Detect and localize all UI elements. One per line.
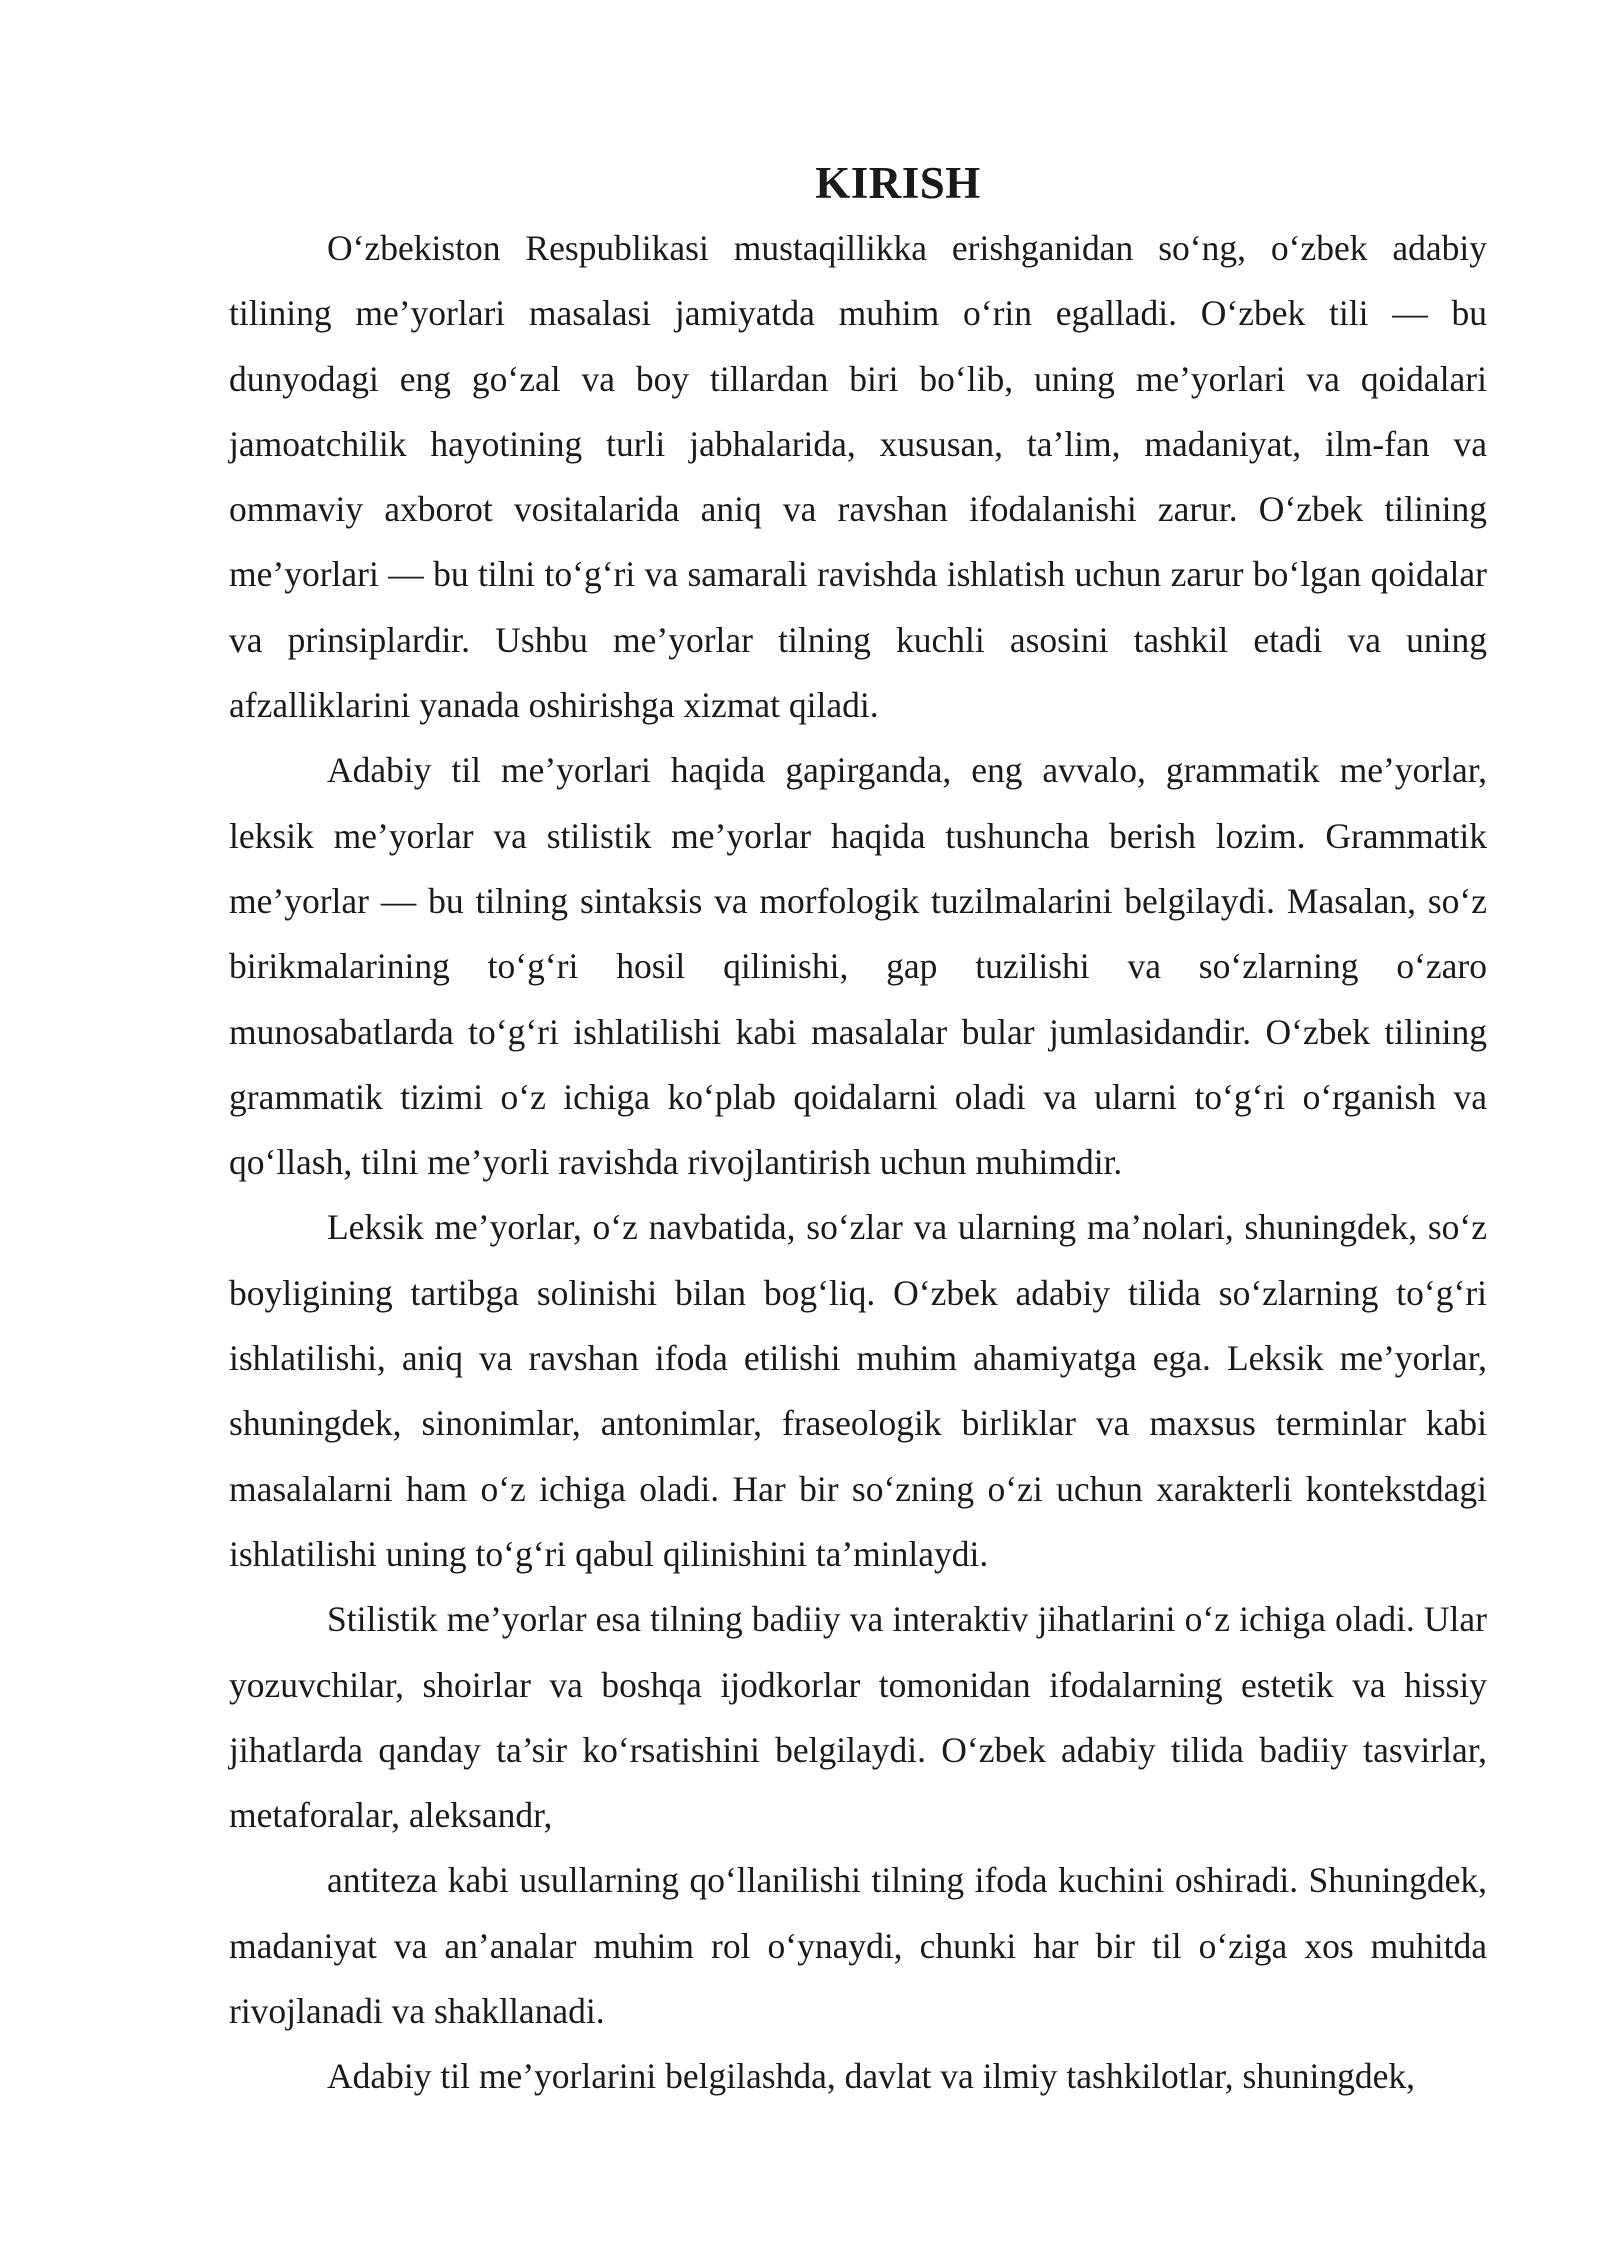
paragraph-5: antiteza kabi usullarning qo‘llanilishi tilning ifoda kuchini oshiradi. Shuningdek, madaniyat va an’analar muhim rol o‘ynaydi, chunki har bir til o‘ziga xos muhitda rivojlanadi va shakllanadi. — [229, 1860, 1487, 2032]
paragraph-3: Leksik me’yorlar, o‘z navbatida, so‘zlar va ularning ma’nolari, shuningdek, so‘z boyligining tartibga solinishi bilan bog‘liq. O‘zbek adabiy tilida so‘zlarning to‘g‘ri ishlatilishi, aniq va ravshan ifoda etilishi muhim ahamiyatga ega. Leksik me’yorlar, shuningdek, sinonimlar, antonimlar, fraseologik birliklar va maxsus terminlar kabi masalalarni ham o‘z ichiga oladi. Har bir so‘zning o‘zi uchun xarakterli kontekstdagi ishlatilishi uning to‘g‘ri qabul qilinishini ta’minlaydi. — [229, 1207, 1487, 1574]
paragraph-4: Stilistik me’yorlar esa tilning badiiy va interaktiv jihatlarini o‘z ichiga oladi. Ular yozuvchilar, shoirlar va boshqa ijodkorlar tomonidan ifodalarning estetik va hissiy jihatlarda qanday ta’sir ko‘rsatishini belgilaydi. O‘zbek adabiy tilida badiiy tasvirlar, metaforalar, aleksandr, — [229, 1599, 1487, 1836]
paragraph-1: O‘zbekiston Respublikasi mustaqillikka erishganidan so‘ng, o‘zbek adabiy tilining me’yorlari masalasi jamiyatda muhim o‘rin egalladi. O‘zbek tili — bu dunyodagi eng go‘zal va boy tillardan biri bo‘lib, uning me’yorlari va qoidalari jamoatchilik hayotining turli jabhalarida, xususan, ta’lim, madaniyat, ilm-fan va ommaviy axborot vositalarida aniq va ravshan ifodalanishi zarur. O‘zbek tilining me’yorlari — bu tilni to‘g‘ri va samarali ravishda ishlatish uchun zarur bo‘lgan qoidalar va prinsiplardir. Ushbu me’yorlar tilning kuchli asosini tashkil etadi va uning afzalliklarini yanada oshirishga xizmat qiladi. — [229, 228, 1487, 726]
page-content — [229, 150, 1487, 2110]
paragraph-6: Adabiy til me’yorlarini belgilashda, davlat va ilmiy tashkilotlar, shuningdek, — [327, 2056, 1416, 2097]
page-title: KIRISH — [815, 158, 981, 208]
paragraph-2: Adabiy til me’yorlari haqida gapirganda, eng avvalo, grammatik me’yorlar, leksik me’yorlar va stilistik me’yorlar haqida tushuncha berish lozim. Grammatik me’yorlar — bu tilning sintaksis va morfologik tuzilmalarini belgilaydi. Masalan, so‘z birikmalarining to‘g‘ri hosil qilinishi, gap tuzilishi va so‘zlarning o‘zaro munosabatlarda to‘g‘ri ishlatilishi kabi masalalar bular jumlasidandir. O‘zbek tilining grammatik tizimi o‘z ichiga ko‘plab qoidalarni oladi va ularni to‘g‘ri o‘rganish va qo‘llash, tilni me’yorli ravishda rivojlantirish uchun muhimdir. — [229, 750, 1487, 1183]
